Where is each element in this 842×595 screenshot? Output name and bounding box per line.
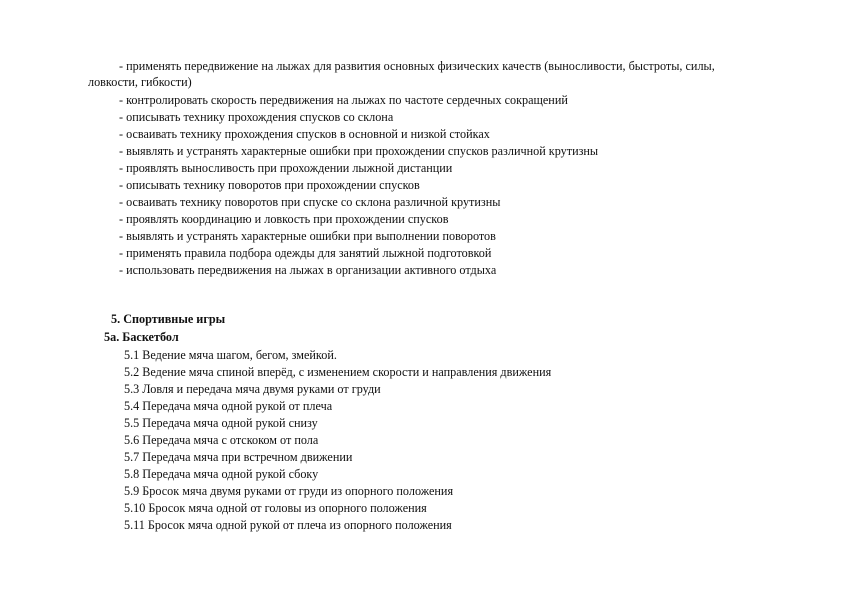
list-item: 5.3 Ловля и передача мяча двумя руками от груди [124,382,381,396]
list-item: - выявлять и устранять характерные ошибки при прохождении спусков различной крутизны [119,144,599,158]
list-item: - описывать технику поворотов при прохождении спусков [119,178,420,192]
list-item: 5.2 Ведение мяча спиной вперёд, с изменением скорости и направления движения [124,365,552,379]
list-item: - осваивать технику поворотов при спуске со склона различной крутизны [119,195,501,209]
list-item: - проявлять выносливость при прохождении лыжной дистанции [119,161,453,175]
list-item: 5.1 Ведение мяча шагом, бегом, змейкой. [124,348,337,362]
list-item: 5.6 Передача мяча с отскоком от пола [124,433,319,447]
list-item: 5.8 Передача мяча одной рукой сбоку [124,467,319,481]
list-item: - выявлять и устранять характерные ошибки при выполнении поворотов [119,229,496,243]
list-item: - контролировать скорость передвижения на лыжах по частоте сердечных сокращений [119,93,568,107]
list-item: - применять правила подбора одежды для занятий лыжной подготовкой [119,246,492,260]
list-item: 5.11 Бросок мяча одной рукой от плеча из опорного положения [124,518,452,532]
list-item: 5.10 Бросок мяча одной от головы из опорного положения [124,501,427,515]
list-item: - применять передвижение на лыжах для развития основных физических качеств (выносливости, быстроты, силы, [119,59,715,73]
list-item: 5.5 Передача мяча одной рукой снизу [124,416,318,430]
list-item: 5.4 Передача мяча одной рукой от плеча [124,399,333,413]
section-title: 5. Спортивные игры [111,312,226,326]
list-item: - осваивать технику прохождения спусков в основной и низкой стойках [119,127,490,141]
list-item: - использовать передвижения на лыжах в организации активного отдыха [119,263,497,277]
list-item: 5.9 Бросок мяча двумя руками от груди из опорного положения [124,484,454,498]
section-subtitle: 5а. Баскетбол [104,330,179,344]
list-item: 5.7 Передача мяча при встречном движении [124,450,353,464]
list-item: - проявлять координацию и ловкость при прохождении спусков [119,212,449,226]
list-item-continuation: ловкости, гибкости) [88,75,192,89]
list-item: - описывать технику прохождения спусков со склона [119,110,394,124]
